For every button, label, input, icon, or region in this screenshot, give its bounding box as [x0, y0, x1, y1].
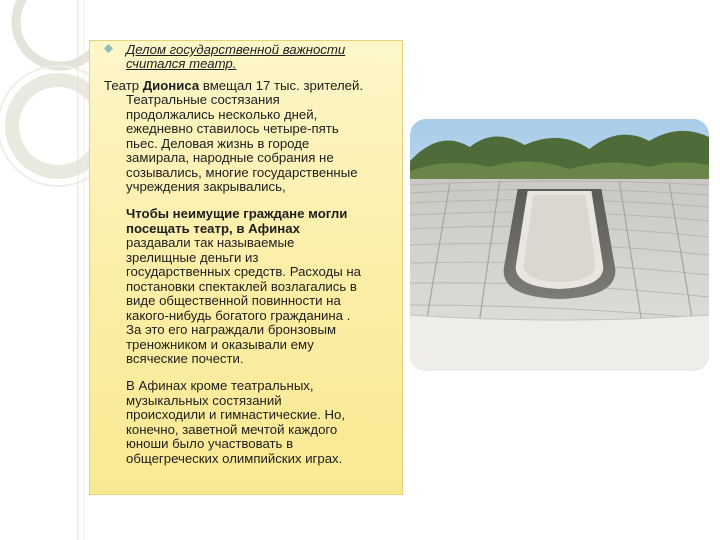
- bullet-heading-line1: Делом государственной важности: [126, 42, 346, 57]
- p1-prefix: Театр: [104, 78, 143, 93]
- p2-bold-line: посещать театр, в Афинах: [126, 220, 300, 236]
- p2-line: какого-нибудь богатого гражданина .: [126, 307, 351, 323]
- p1-line: Театральные состязания: [126, 92, 280, 107]
- p3-line: конечно, заветной мечтой каждого: [126, 421, 338, 437]
- p1-line: продолжались несколько дней,: [126, 106, 318, 122]
- bullet-icon: [104, 44, 113, 53]
- p2-line: зрелищные деньги из: [126, 249, 259, 265]
- p2-line: треножником и оказывали ему: [126, 336, 314, 352]
- p2-line: виде общественной повинности на: [126, 293, 341, 308]
- p2-line: постановки спектаклей возлагались в: [126, 278, 357, 294]
- p1-line: учреждения закрывались,: [126, 179, 286, 194]
- p1-line: замирала, народные собрания не: [126, 150, 334, 165]
- p1-suffix: вмещал 17 тыс. зрителей.: [199, 78, 364, 93]
- p3-line: юноши было участвовать в: [126, 436, 294, 451]
- p3-line: музыкальных состязаний: [126, 392, 282, 408]
- p2-bold-line: Чтобы неимущие граждане могли: [126, 206, 348, 221]
- p2-line: раздавали так называемые: [126, 235, 295, 250]
- p3-line: происходили и гимнастические. Но,: [126, 407, 346, 422]
- p3-line: В Афинах кроме театральных,: [126, 378, 314, 393]
- p2-line: всяческие почести.: [126, 351, 244, 366]
- p2-line: За это его награждали бронзовым: [126, 322, 337, 337]
- bullet-heading-line2: считался театр.: [126, 56, 237, 71]
- p1-line: созывались, многие государственные: [126, 164, 358, 180]
- p1-bold-dionysus: Диониса: [142, 78, 200, 93]
- stadium-photo: [410, 119, 709, 371]
- p1-line: пьес. Деловая жизнь в городе: [126, 135, 310, 151]
- decorative-circles: [0, 0, 90, 540]
- p1-line: ежедневно ставилось четыре-пять: [126, 121, 339, 136]
- p2-line: государственных средств. Расходы на: [126, 264, 361, 279]
- p3-line: общегреческих олимпийских играх.: [126, 450, 343, 466]
